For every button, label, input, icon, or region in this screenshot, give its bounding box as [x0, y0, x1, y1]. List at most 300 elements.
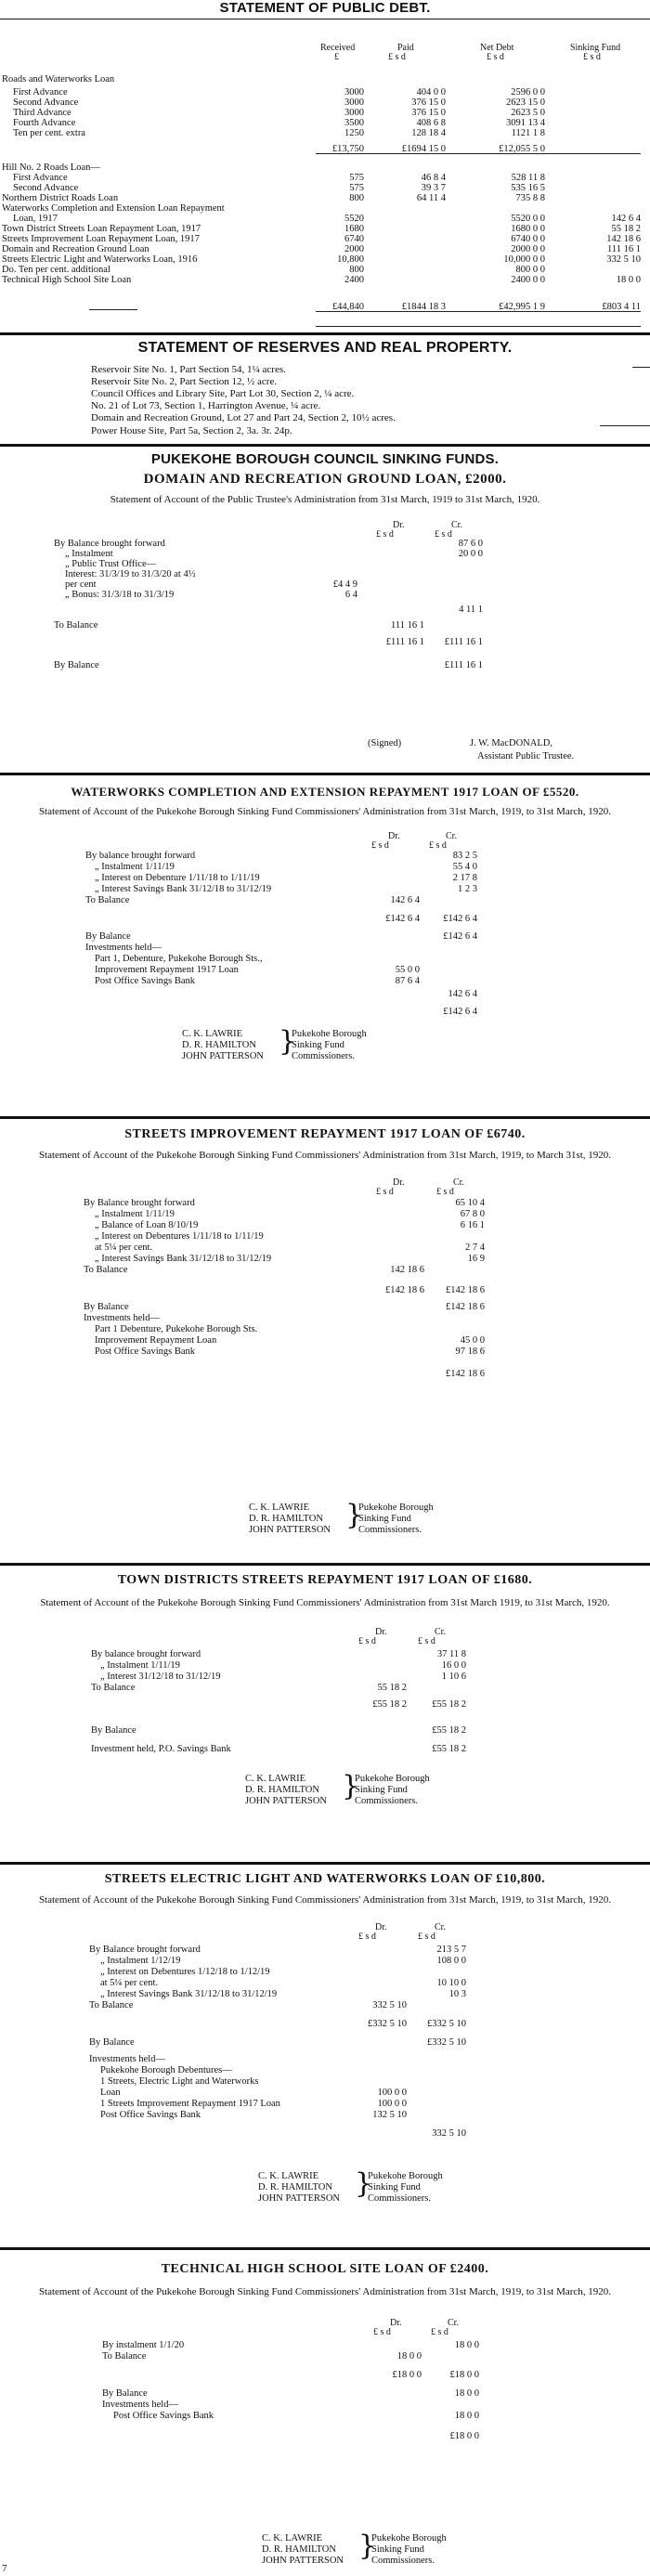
signatory-body: Pukekohe Borough [355, 1774, 430, 1784]
account-row-label: By Balance [91, 1725, 136, 1736]
debt-row-net: 2623 15 0 [506, 98, 545, 108]
account-row-cr: 67 8 0 [460, 1209, 485, 1219]
account-row-label: To Balance [91, 1683, 136, 1693]
account-row-dr [367, 1209, 424, 1220]
account-row-dr: £18 0 0 [392, 2370, 422, 2380]
account-row-label: Improvement Repayment Loan [95, 1335, 217, 1346]
account-row-cr [425, 590, 483, 601]
debt-row-sinking [557, 74, 641, 85]
account-row-cr: 97 18 6 [455, 1347, 485, 1357]
account-row-dr [367, 1313, 424, 1324]
debt-row-received: 3000 [344, 98, 364, 108]
account-row-label: „ Public Trust Office— [65, 559, 157, 569]
signatory-name: D. R. HAMILTON [258, 2182, 332, 2192]
account-row-label: To Balance [84, 1265, 128, 1275]
account-row-cr [409, 2076, 466, 2088]
signatory-body: Pukekohe Borough [368, 2171, 443, 2181]
account-row-cr: 10 10 0 [436, 1978, 466, 1988]
signatory-body: Sinking Fund [371, 2544, 424, 2555]
debt-row-paid: £1844 18 3 [401, 302, 446, 312]
account-row-cr: 4 11 1 [459, 605, 483, 615]
account-row-cr: £111 16 1 [444, 637, 483, 647]
account-row-dr [362, 884, 420, 895]
account-row-cr [420, 965, 477, 976]
account-row-cr [420, 954, 477, 965]
total-rule [316, 326, 641, 327]
account-row-label [85, 1007, 364, 1018]
cr-lsd: £ s d [431, 2327, 448, 2337]
debt-row-net: £12,055 5 0 [499, 144, 545, 154]
account-row-label: „ Interest 31/12/18 to 31/12/19 [100, 1672, 221, 1682]
account-row-cr: 16 9 [467, 1254, 485, 1264]
account-row-dr [367, 1369, 424, 1380]
debt-row-net: 2596 0 0 [511, 87, 545, 98]
account-row-label: Investment held, P.O. Savings Bank [91, 1744, 231, 1754]
account-row-dr: 142 6 4 [390, 895, 420, 905]
reserve-item: Domain and Recreation Ground, Lot 27 and Part 24, Section 2, 10½ acres. [91, 412, 396, 423]
account-row-cr [409, 1683, 466, 1694]
sinking-funds-title: PUKEKOHE BOROUGH COUNCIL SINKING FUNDS. [150, 451, 500, 467]
debt-row-net: 735 8 8 [515, 193, 545, 203]
account-row-dr: 87 6 4 [395, 976, 420, 986]
dr-lsd: £ s d [358, 1932, 376, 1942]
divider [0, 19, 650, 20]
electric-desc: Statement of Account of the Pukekohe Borough Sinking Fund Commissioners' Administration from 31st March, 1919, to 31st March, 1920. [38, 1894, 612, 1906]
account-row-dr: 332 5 10 [372, 2000, 407, 2010]
account-row-cr: 16 0 0 [441, 1660, 466, 1671]
dr-lsd: £ s d [373, 2327, 391, 2337]
domain-title: DOMAIN AND RECREATION GROUND LOAN, £2000. [143, 472, 507, 487]
account-row-sub: £4 4 9 [332, 579, 358, 590]
electric-title: STREETS ELECTRIC LIGHT AND WATERWORKS LOAN OF £10,800. [104, 1872, 546, 1886]
account-row-cr [409, 1967, 466, 1978]
signatory-body: Pukekohe Borough [358, 1503, 434, 1513]
account-row-label: To Balance [102, 2351, 147, 2361]
reserve-item: No. 21 of Lot 73, Section 1, Harrington Avenue, ¼ acre. [91, 400, 321, 411]
debt-row-label: Do. Ten per cent. additional [2, 265, 110, 275]
account-row-dr [349, 1967, 407, 1978]
divider [0, 444, 650, 447]
divider [0, 332, 650, 335]
account-row-dr [367, 660, 424, 671]
dr-lsd: £ s d [358, 1636, 376, 1646]
account-row-cr: 55 4 0 [452, 862, 477, 872]
account-row-label: Improvement Repayment 1917 Loan [95, 965, 239, 975]
account-row-label: Part 1, Debenture, Pukekohe Borough Sts., [95, 954, 263, 964]
reserve-item: Council Offices and Library Site, Part Lot 30, Section 2, ¼ acre. [91, 388, 355, 399]
debt-row-paid: 39 3 7 [421, 183, 446, 193]
reserve-item: Reservoir Site No. 2, Part Section 12, ½ acre. [91, 376, 278, 387]
account-row-dr: £142 18 6 [385, 1285, 424, 1295]
account-row-cr [409, 2099, 466, 2110]
streets-title: STREETS IMPROVEMENT REPAYMENT 1917 LOAN OF £6740. [124, 1127, 526, 1141]
account-row-label: By Balance brought forward [89, 1945, 201, 1955]
account-row-cr: 2 17 8 [452, 873, 477, 883]
account-row-dr [362, 943, 420, 954]
debt-row-received: 2000 [344, 244, 364, 254]
account-row-dr [364, 2431, 422, 2442]
account-row-cr [427, 1231, 485, 1242]
account-row-cr: 1 10 6 [441, 1672, 466, 1682]
account-row-cr: 65 10 4 [455, 1198, 485, 1208]
account-row-dr [364, 2411, 422, 2422]
account-row-label [84, 1285, 362, 1296]
technical-title: TECHNICAL HIGH SCHOOL SITE LOAN OF £2400. [161, 2262, 489, 2276]
account-row-cr [427, 1324, 485, 1335]
account-row-dr: 100 0 0 [377, 2099, 407, 2109]
account-row-label: Post Office Savings Bank [95, 1347, 196, 1357]
account-row-label [89, 2019, 368, 2030]
town-desc: Statement of Account of the Pukekohe Borough Sinking Fund Commissioners' Administration from 31st March 1919, to 31st March, 1920. [40, 1597, 610, 1608]
debt-row-paid: 128 18 4 [411, 128, 446, 138]
account-row-cr: 87 6 0 [458, 539, 483, 549]
dr-header: Dr. [375, 1627, 387, 1637]
account-row-label: „ Bonus: 31/3/18 to 31/3/19 [65, 590, 175, 600]
debt-row-received: 3000 [344, 108, 364, 118]
account-row-label: By Balance brought forward [54, 539, 165, 549]
debt-row-net: 10,000 0 0 [503, 254, 545, 265]
debt-row-received: 800 [349, 193, 364, 203]
debt-row-received: 10,800 [337, 254, 364, 265]
signatory-body: Sinking Fund [355, 1785, 408, 1795]
debt-row-label: Second Advance [13, 98, 79, 108]
reserve-item: Power House Site, Part 5a, Section 2, 3a. 3r. 24p. [91, 425, 292, 436]
debt-row-received: £44,840 [332, 302, 364, 312]
account-row-dr [349, 2076, 407, 2088]
debt-row-label: Hill No. 2 Roads Loan— [2, 163, 100, 173]
account-row-cr [425, 620, 483, 631]
debt-row-label: Streets Electric Light and Waterworks Loan, 1916 [2, 254, 198, 265]
account-row-dr [367, 1302, 424, 1313]
account-row-label: By Balance brought forward [84, 1198, 195, 1208]
debt-row-label: First Advance [13, 173, 68, 183]
account-row-label [91, 1699, 370, 1711]
account-row-cr: 18 0 0 [454, 2340, 479, 2350]
account-row-dr [349, 1672, 407, 1683]
account-row-dr: 18 0 0 [396, 2351, 422, 2361]
signatory-name: C. K. LAWRIE [249, 1503, 310, 1513]
debt-row-label: Third Advance [13, 108, 72, 118]
account-row-cr: £55 18 2 [432, 1744, 466, 1754]
net-unit: £ s d [487, 52, 504, 62]
divider [0, 1563, 650, 1566]
debt-row-sinking: £803 4 11 [602, 302, 641, 312]
domain-desc: Statement of Account of the Public Trustee's Administration from 31st March, 1919 to 31st March, 1920. [110, 494, 540, 505]
debt-row-label: Roads and Waterworks Loan [2, 74, 115, 85]
waterworks-title: WATERWORKS COMPLETION AND EXTENSION REPAYMENT 1917 LOAN OF £5520. [71, 785, 579, 799]
account-row-dr: 111 16 1 [391, 620, 424, 631]
sinking-header: Sinking Fund [570, 43, 621, 53]
debt-row-received: 3000 [344, 87, 364, 98]
debt-row-sinking: 142 18 6 [606, 234, 641, 244]
account-row-label: „ Interest Savings Bank 31/12/18 to 31/12/19 [100, 1989, 278, 1999]
account-row-dr [349, 1649, 407, 1660]
cr-header: Cr. [448, 2318, 459, 2328]
account-row-label: „ Interest on Debentures 1/12/18 to 1/12/19 [100, 1967, 270, 1977]
cr-lsd: £ s d [436, 1187, 454, 1197]
account-row-cr: £142 18 6 [446, 1285, 485, 1295]
account-row-sub [302, 620, 358, 631]
debt-row-paid: 376 15 0 [411, 108, 446, 118]
account-row-cr: £332 5 10 [427, 2037, 466, 2048]
debt-row-label: Town District Streets Loan Repayment Loan, 1917 [2, 224, 202, 234]
account-row-cr: £142 6 4 [443, 931, 477, 942]
account-row-cr [422, 2400, 479, 2411]
debt-row-received: 6740 [344, 234, 364, 244]
account-row-label [85, 914, 364, 925]
account-row-label [54, 605, 332, 616]
account-row-label: per cent [65, 579, 97, 590]
account-row-cr [409, 2088, 466, 2099]
account-row-cr: 18 0 0 [454, 2411, 479, 2421]
debt-row-label [2, 144, 308, 155]
signatory-name: D. R. HAMILTON [182, 1040, 256, 1050]
dr-header: Dr. [393, 520, 405, 530]
sum-rule [89, 309, 137, 310]
account-row-dr: £332 5 10 [368, 2019, 407, 2029]
debt-row-label: Second Advance [13, 183, 79, 193]
account-row-dr: £111 16 1 [385, 637, 424, 647]
account-row-cr: £332 5 10 [427, 2019, 466, 2029]
account-row-cr [427, 1313, 485, 1324]
debt-row-net: 2623 5 0 [511, 108, 545, 118]
account-row-label: „ Interest Savings Bank 31/12/18 to 31/12/19 [95, 884, 272, 894]
reserves-title: STATEMENT OF RESERVES AND REAL PROPERTY. [137, 340, 513, 356]
account-row-dr [349, 1660, 407, 1672]
signatory-name: C. K. LAWRIE [182, 1029, 243, 1039]
dr-lsd: £ s d [376, 529, 394, 540]
signatory-name: C. K. LAWRIE [258, 2171, 319, 2181]
account-row-dr [349, 1725, 407, 1737]
debt-row-sinking: 142 6 4 [611, 214, 641, 224]
debt-row-paid: 408 6 8 [416, 118, 446, 128]
debt-row-paid: 376 15 0 [411, 98, 446, 108]
signed-label: (Signed) [368, 738, 402, 748]
account-row-label: To Balance [54, 620, 98, 631]
account-row-dr [349, 1956, 407, 1967]
cr-lsd: £ s d [418, 1636, 436, 1646]
account-row-cr: £142 6 4 [443, 1007, 477, 1017]
debt-row-label: Northern District Roads Loan [2, 193, 119, 203]
account-row-cr [420, 976, 477, 987]
cr-lsd: £ s d [435, 529, 452, 540]
account-row-cr: £55 18 2 [432, 1725, 466, 1736]
account-row-label: „ Interest on Debenture 1/11/18 to 1/11/19 [95, 873, 260, 883]
account-row-label [54, 637, 332, 648]
account-row-cr: 45 0 0 [460, 1335, 485, 1346]
debt-row-net: 1121 1 8 [511, 128, 545, 138]
account-row-dr [349, 1744, 407, 1755]
signatory-body: Pukekohe Borough [292, 1029, 367, 1039]
dr-header: Dr. [390, 2318, 402, 2328]
debt-row-net: 2400 0 0 [511, 275, 545, 285]
brace: } [279, 1025, 297, 1058]
signatory-body: Commissioners. [355, 1796, 418, 1806]
debt-row-label: Streets Improvement Loan Repayment Loan, 1917 [2, 234, 200, 244]
account-row-label [102, 2431, 381, 2442]
signatory-name: JOHN PATTERSON [245, 1796, 328, 1806]
account-row-label: Post Office Savings Bank [95, 976, 196, 986]
account-row-label: Pukekohe Borough Debentures— [100, 2065, 232, 2075]
divider [0, 2247, 650, 2250]
sinking-unit: £ s d [583, 52, 601, 62]
account-row-label [85, 989, 364, 1000]
account-row-label: Investments held— [89, 2054, 165, 2064]
dr-header: Dr. [393, 1177, 405, 1188]
account-row-dr [362, 1007, 420, 1018]
account-row-dr [367, 1254, 424, 1265]
account-row-label: Investments held— [85, 943, 162, 953]
account-row-label: By Balance [89, 2037, 135, 2048]
account-row-label: 1 Streets Improvement Repayment 1917 Loan [100, 2099, 280, 2109]
account-row-cr [420, 943, 477, 954]
account-row-dr [367, 1231, 424, 1242]
account-row-label: „ Interest on Debentures 1/11/18 to 1/11/19 [95, 1231, 264, 1242]
account-row-label: Investments held— [84, 1313, 160, 1323]
dr-lsd: £ s d [371, 840, 389, 851]
account-row-label: By Balance [54, 660, 99, 670]
signatory-name: D. R. HAMILTON [249, 1514, 323, 1524]
account-row-dr: 100 0 0 [377, 2088, 407, 2098]
debt-row-label: Technical High School Site Loan [2, 275, 132, 285]
waterworks-desc: Statement of Account of the Pukekohe Borough Sinking Fund Commissioners' Administration from 31st March, 1919, to 31st March, 1920. [38, 806, 612, 817]
streets-desc: Statement of Account of the Pukekohe Borough Sinking Fund Commissioners' Administration from 31st March, 1919, to March 31st, 1920. [38, 1150, 612, 1161]
subtotal-rule [316, 153, 641, 154]
cr-header: Cr. [451, 520, 462, 530]
account-row-cr: £55 18 2 [432, 1699, 466, 1710]
debt-row-received: 2400 [344, 275, 364, 285]
debt-row-label: Fourth Advance [13, 118, 76, 128]
account-row-dr [349, 2065, 407, 2076]
account-row-label: 1 Streets, Electric Light and Waterworks [100, 2076, 259, 2087]
signatory-body: Commissioners. [358, 1525, 422, 1535]
debt-row-received: 800 [349, 265, 364, 275]
page-number: 7 [2, 2563, 7, 2574]
account-row-dr [362, 989, 420, 1000]
account-row-dr [364, 2340, 422, 2351]
signatory-body: Sinking Fund [292, 1040, 344, 1050]
account-row-cr: 332 5 10 [432, 2128, 466, 2139]
account-row-dr: 55 18 2 [377, 1683, 407, 1693]
account-row-label: By Balance [102, 2388, 148, 2399]
cr-header: Cr. [446, 831, 457, 841]
account-row-cr: £111 16 1 [444, 660, 483, 670]
account-row-label: Post Office Savings Bank [100, 2110, 202, 2120]
account-row-dr [367, 1347, 424, 1358]
account-row-cr: 20 0 0 [458, 549, 483, 559]
account-row-cr: £142 18 6 [446, 1302, 485, 1312]
debt-row-label: Loan, 1917 [13, 214, 58, 224]
account-row-label: By Balance [84, 1302, 129, 1312]
account-row-cr [409, 2110, 466, 2121]
town-title: TOWN DISTRICTS STREETS REPAYMENT 1917 LOAN OF £1680. [117, 1573, 533, 1587]
signatory-name: JOHN PATTERSON [249, 1525, 332, 1535]
account-row-label: Loan [100, 2088, 121, 2098]
account-row-cr: 1 2 3 [458, 884, 477, 894]
account-row-dr [364, 2400, 422, 2411]
account-row-cr [420, 895, 477, 906]
cr-header: Cr. [453, 1177, 464, 1188]
account-row-cr: £18 0 0 [449, 2370, 479, 2380]
account-row-cr: 108 0 0 [436, 1956, 466, 1966]
account-row-dr [367, 1335, 424, 1347]
debt-row-label: Ten per cent. extra [13, 128, 85, 138]
account-row-cr: 213 5 7 [436, 1945, 466, 1955]
brace: } [358, 2530, 377, 2562]
account-row-dr [364, 2388, 422, 2400]
debt-row-sinking: 111 16 1 [607, 244, 641, 254]
signer-name: J. W. MacDONALD, [470, 738, 552, 748]
account-row-label: By balance brought forward [85, 851, 196, 861]
debt-row-received: 575 [349, 183, 364, 193]
dr-lsd: £ s d [376, 1187, 394, 1197]
account-row-dr: 132 5 10 [372, 2110, 407, 2120]
dr-header: Dr. [388, 831, 400, 841]
signatory-name: JOHN PATTERSON [258, 2193, 341, 2204]
cr-header: Cr. [435, 1627, 446, 1637]
account-row-sub [302, 637, 358, 648]
debt-row-sinking: 18 0 0 [616, 275, 641, 285]
account-row-cr: £142 18 6 [446, 1369, 485, 1379]
account-row-cr: 10 3 [448, 1989, 466, 1999]
signer-role: Assistant Public Trustee. [477, 751, 575, 761]
debt-row-net: 3091 13 4 [506, 118, 545, 128]
account-row-label: Interest: 31/3/19 to 31/3/20 at 4½ [65, 569, 196, 579]
received-unit: £ [334, 52, 339, 62]
account-row-label: „ Instalment 1/11/19 [95, 862, 175, 872]
signatory-body: Commissioners. [371, 2556, 435, 2566]
debt-row-net: 528 11 8 [511, 173, 545, 183]
account-row-cr [409, 2054, 466, 2065]
debt-row-net: 535 16 5 [511, 183, 545, 193]
account-row-label [89, 2128, 368, 2140]
account-row-dr [349, 1989, 407, 2000]
signatory-name: D. R. HAMILTON [262, 2544, 336, 2555]
debt-row-label: Domain and Recreation Ground Loan [2, 244, 150, 254]
divider [0, 1116, 650, 1119]
account-row-dr [362, 862, 420, 873]
brace: } [345, 1499, 364, 1531]
debt-row-net: £42,995 1 9 [499, 302, 545, 312]
debt-row-net: 800 0 0 [515, 265, 545, 275]
signatory-name: C. K. LAWRIE [262, 2533, 323, 2543]
account-row-cr [427, 1265, 485, 1276]
paid-unit: £ s d [388, 52, 406, 62]
account-row-dr [362, 931, 420, 943]
cr-lsd: £ s d [418, 1932, 436, 1942]
account-row-label: at 5¼ per cent. [95, 1242, 153, 1253]
debt-row-received: £13,750 [332, 144, 364, 154]
account-row-label: To Balance [89, 2000, 134, 2010]
brace: } [342, 1770, 360, 1802]
debt-row-paid: £1694 15 0 [401, 144, 446, 154]
account-row-sub: 6 4 [344, 590, 358, 600]
account-row-dr [349, 2037, 407, 2049]
public-debt-title: STATEMENT OF PUBLIC DEBT. [219, 0, 431, 16]
debt-row-label: First Advance [13, 87, 68, 98]
debt-row-net: 1680 0 0 [511, 224, 545, 234]
debt-row-sinking: 55 18 2 [611, 224, 641, 234]
dr-header: Dr. [375, 1922, 387, 1932]
debt-row-received: 575 [349, 173, 364, 183]
debt-row-received: 1250 [344, 128, 364, 138]
debt-row-received [306, 74, 364, 85]
debt-row-received: 3500 [344, 118, 364, 128]
account-row-dr [367, 590, 424, 601]
signatory-name: C. K. LAWRIE [245, 1774, 306, 1784]
account-row-cr: 6 16 1 [460, 1220, 485, 1230]
account-row-dr [367, 605, 424, 616]
